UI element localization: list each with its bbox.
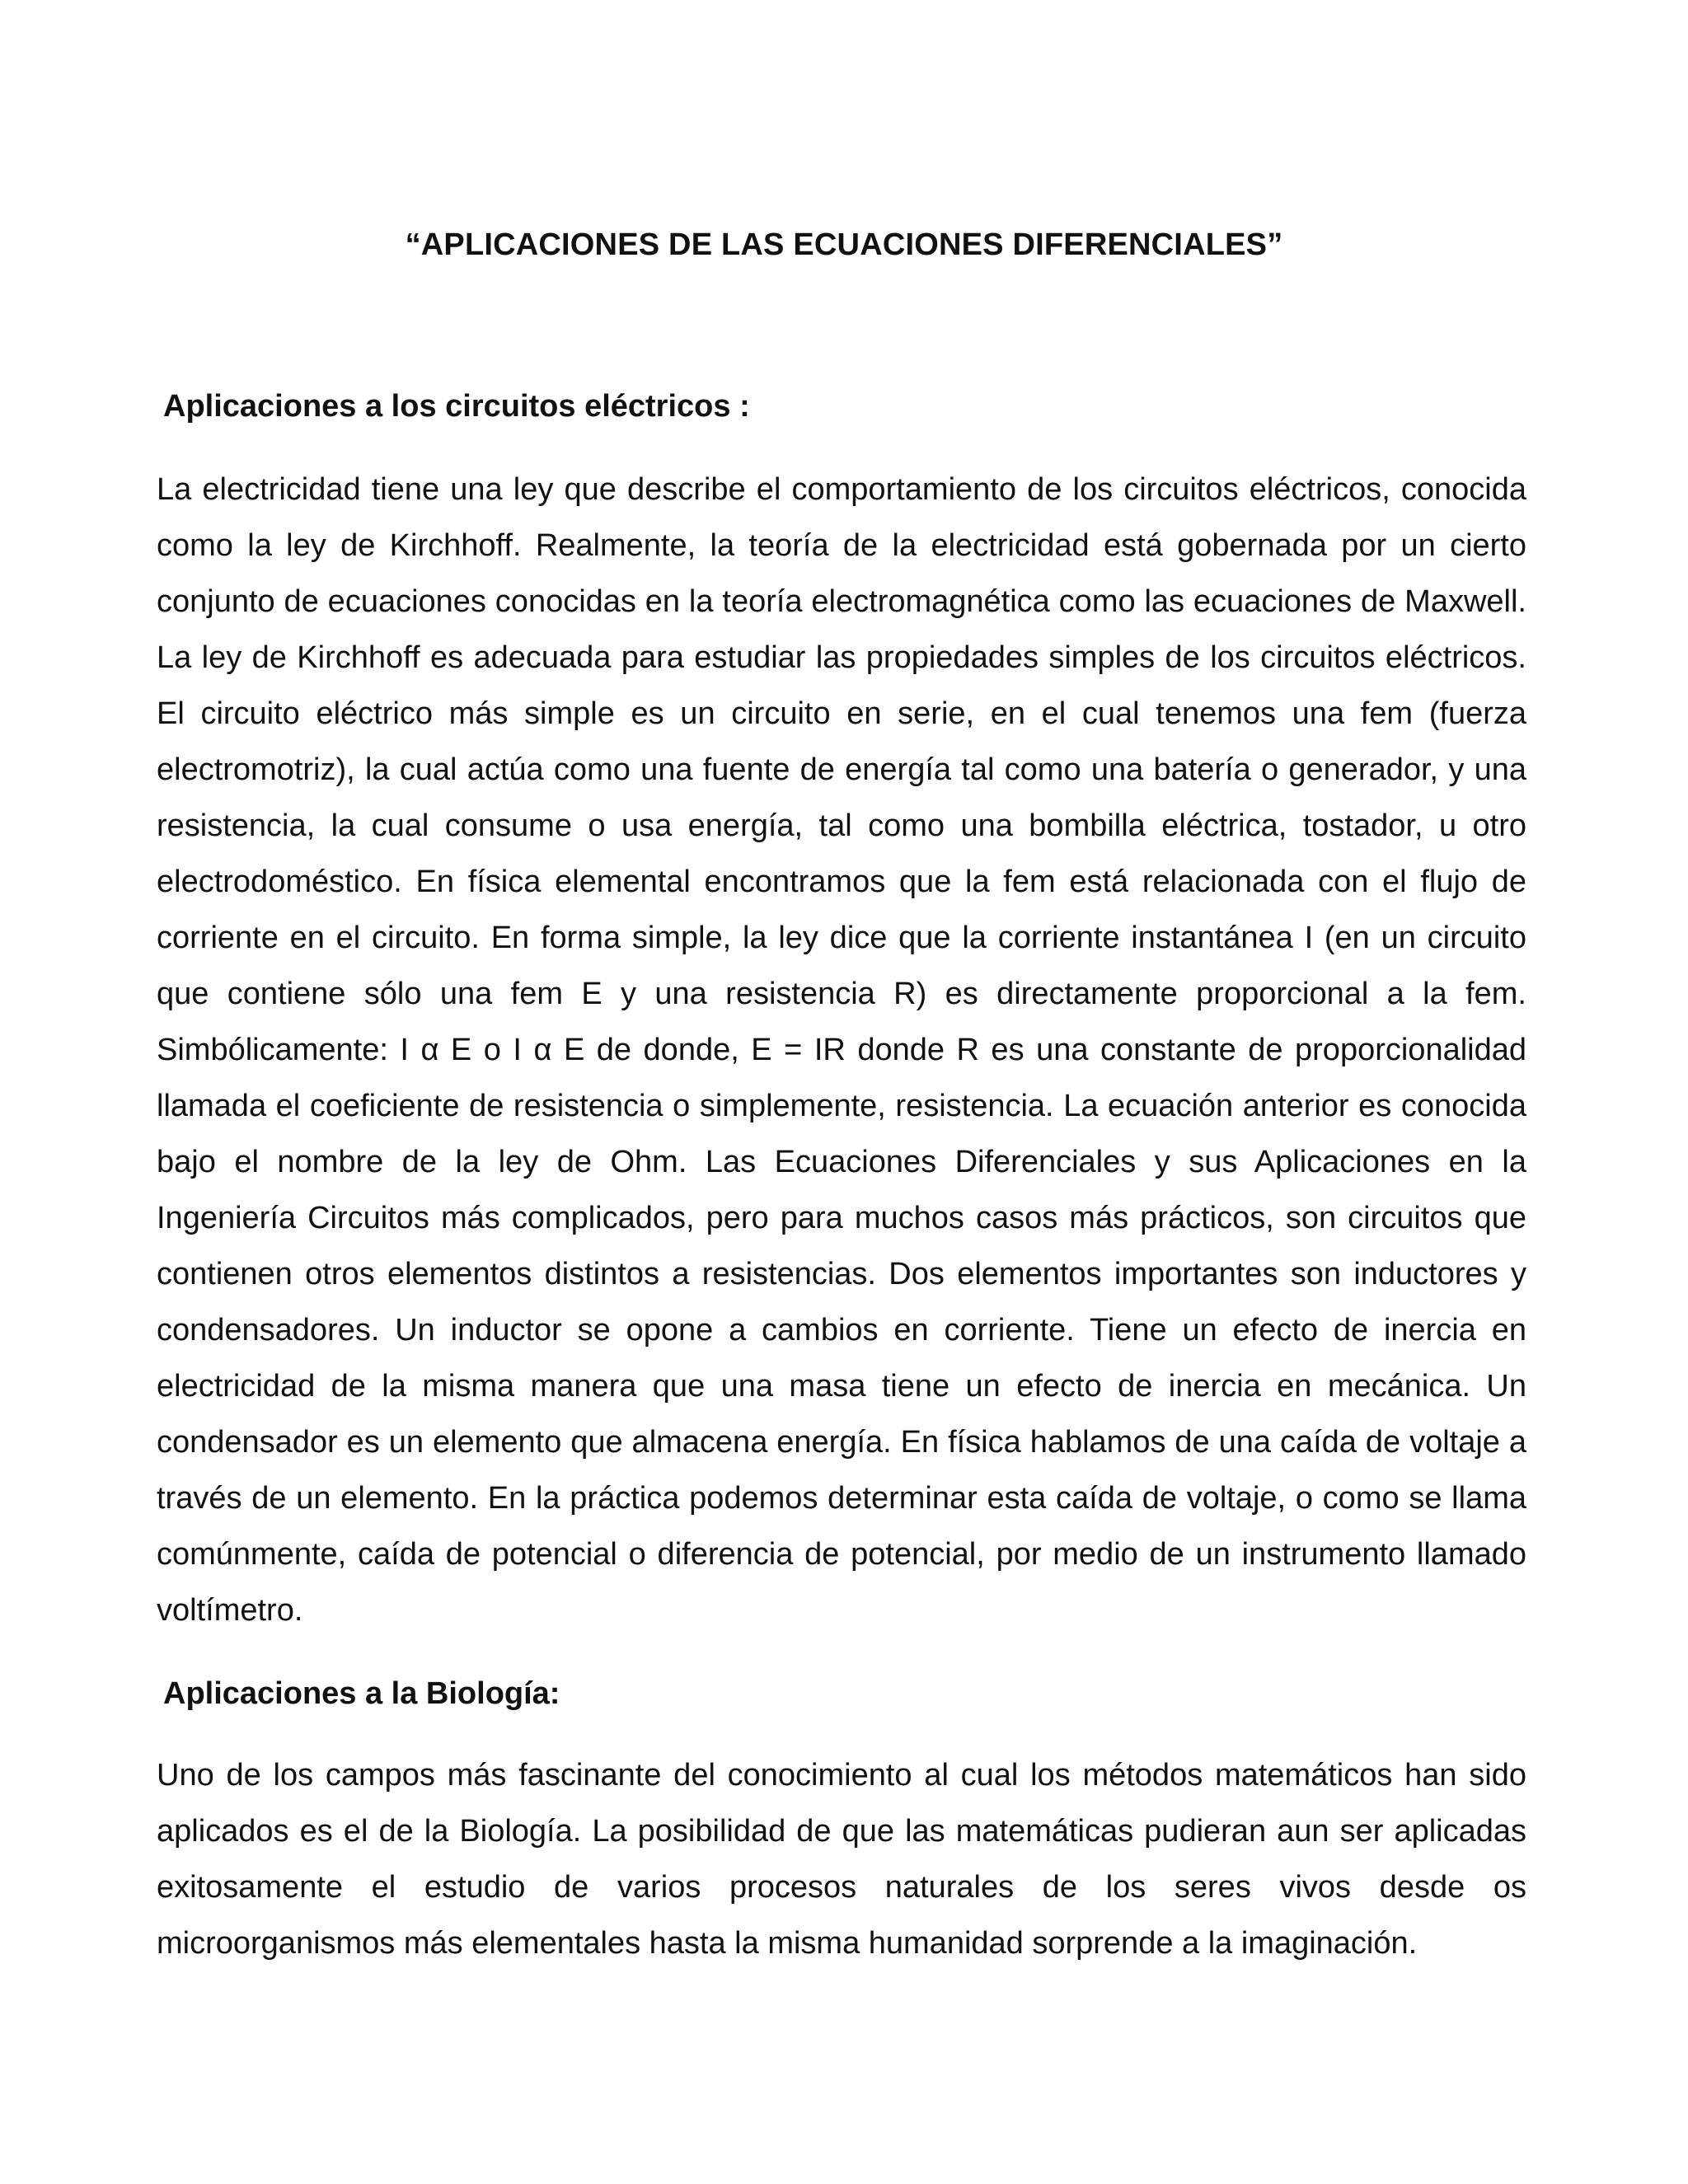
document-title: “APLICACIONES DE LAS ECUACIONES DIFERENCIALES” bbox=[405, 227, 1283, 262]
paragraph-biology: Uno de los campos más fascinante del conocimiento al cual los métodos matemáticos han sido aplicados es el de la Biología. La posibilidad de que las matemáticas pudieran aun ser aplicadas exitosamente el estudio de varios procesos naturales de los seres vivos desde os microorganismos más elementales hasta la misma humanidad sorprende a la imaginación. bbox=[157, 1758, 1526, 1961]
section-heading-circuits: Aplicaciones a los circuitos eléctricos : bbox=[163, 389, 750, 424]
section-heading-biology: Aplicaciones a la Biología: bbox=[163, 1676, 560, 1711]
paragraph-circuits: La electricidad tiene una ley que describe el comportamiento de los circuitos eléctricos, conocida como la ley de Kirchhoff. Realmente, la teoría de la electricidad está gobernada por un cierto conjunto de ecuaciones conocidas en la teoría electromagnética como las ecuaciones de Maxwell. La ley de Kirchhoff es adecuada para estudiar las propiedades simples de los circuitos eléctricos. El circuito eléctrico más simple es un circuito en serie, en el cual tenemos una fem (fuerza electromotriz), la cual actúa como una fuente de energía tal como una batería o generador, y una resistencia, la cual consume o usa energía, tal como una bombilla eléctrica, tostador, u otro electrodoméstico. En física elemental encontramos que la fem está relacionada con el flujo de corriente en el circuito. En forma simple, la ley dice que la corriente instantánea I (en un circuito que contiene sólo una fem E y una resistencia R) es directamente proporcional a la fem. Simbólicamente: I α E o I α E de donde, E = IR donde R es una constante de proporcionalidad llamada el coeficiente de resistencia o simplemente, resistencia. La ecuación anterior es conocida bajo el nombre de la ley de Ohm. Las Ecuaciones Diferenciales y sus Aplicaciones en la Ingeniería Circuitos más complicados, pero para muchos casos más prácticos, son circuitos que contienen otros elementos distintos a resistencias. Dos elementos importantes son inductores y condensadores. Un inductor se opone a cambios en corriente. Tiene un efecto de inercia en electricidad de la misma manera que una masa tiene un efecto de inercia en mecánica. Un condensador es un elemento que almacena energía. En física hablamos de una caída de voltaje a través de un elemento. En la práctica podemos determinar esta caída de voltaje, o como se llama comúnmente, caída de potencial o diferencia de potencial, por medio de un instrumento llamado voltímetro. bbox=[157, 472, 1526, 1628]
